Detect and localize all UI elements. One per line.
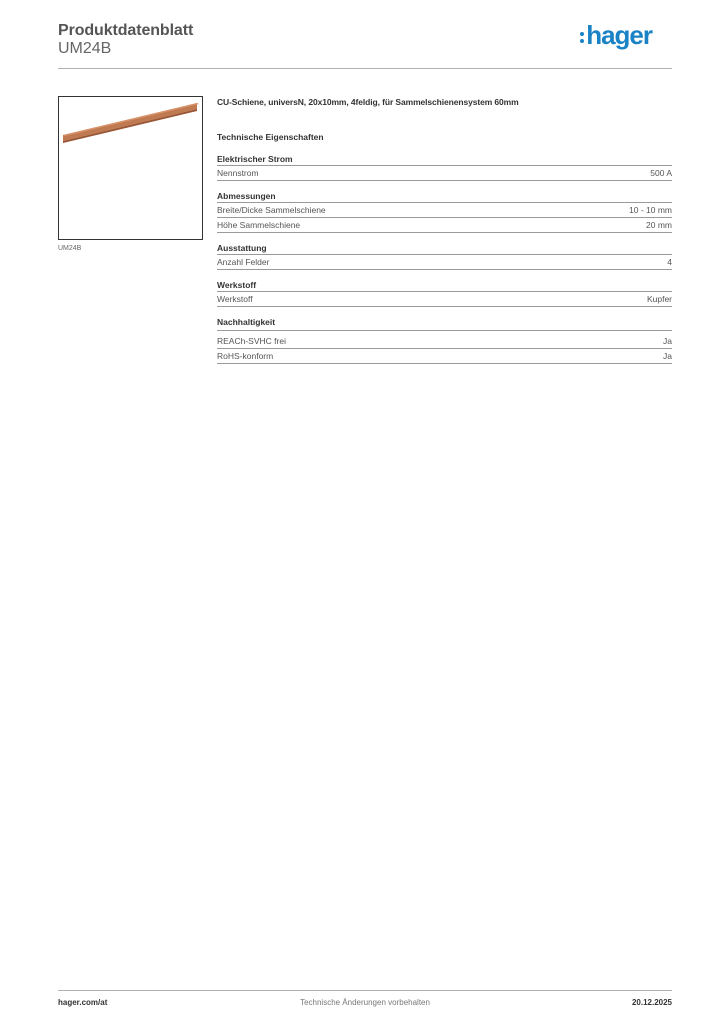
property-row (217, 203, 672, 218)
footer-date: 20.12.2025 (631, 998, 672, 1007)
page-header (58, 20, 672, 68)
section-material (217, 280, 672, 307)
property-label: Breite/Dicke Sammelschiene (217, 205, 326, 215)
property-row (217, 255, 672, 270)
section-electrical-current (217, 154, 672, 181)
property-row (217, 334, 672, 349)
footer-website-link[interactable]: hager.com/at (58, 998, 108, 1007)
footer-notice: Technische Änderungen vorbehalten (300, 998, 430, 1007)
document-title: Produktdatenblatt (58, 22, 194, 39)
property-value: 20 mm (646, 220, 672, 230)
header-divider (58, 68, 672, 69)
section-title: Nachhaltigkeit (217, 317, 672, 331)
image-caption: UM24B (58, 245, 82, 252)
property-row (217, 349, 672, 364)
property-value: 10 - 10 mm (629, 205, 672, 215)
property-value: Kupfer (646, 294, 672, 304)
property-value: Ja (663, 351, 672, 361)
section-title: Elektrischer Strom (217, 154, 672, 166)
property-row (217, 166, 672, 181)
property-value: 500 A (650, 168, 672, 178)
property-row (217, 292, 672, 307)
hager-logo (580, 20, 652, 51)
product-description: CU-Schiene, universN, 20x10mm, 4feldig, für Sammelschienensystem 60mm (217, 97, 519, 107)
product-image (58, 96, 203, 240)
footer-divider (58, 990, 672, 991)
section-title: Abmessungen (217, 191, 672, 203)
section-equipment (217, 243, 672, 270)
technical-properties-heading: Technische Eigenschaften (217, 132, 324, 142)
property-value: Ja (663, 336, 672, 346)
property-label: Werkstoff (217, 294, 253, 304)
section-sustainability (217, 317, 672, 364)
logo-text: hager (586, 20, 652, 50)
section-dimensions (217, 191, 672, 233)
section-title: Werkstoff (217, 280, 672, 292)
property-label: Nennstrom (217, 168, 259, 178)
property-label: RoHS-konform (217, 351, 274, 361)
property-row (217, 218, 672, 233)
property-label: Anzahl Felder (217, 257, 270, 267)
property-value: 4 (667, 257, 672, 267)
product-code: UM24B (58, 40, 112, 57)
copper-busbar-image (59, 97, 202, 239)
section-title: Ausstattung (217, 243, 672, 255)
product-details (217, 97, 672, 374)
property-label: REACh-SVHC frei (217, 336, 286, 346)
logo-dots-icon (580, 31, 584, 45)
property-label: Höhe Sammelschiene (217, 220, 301, 230)
